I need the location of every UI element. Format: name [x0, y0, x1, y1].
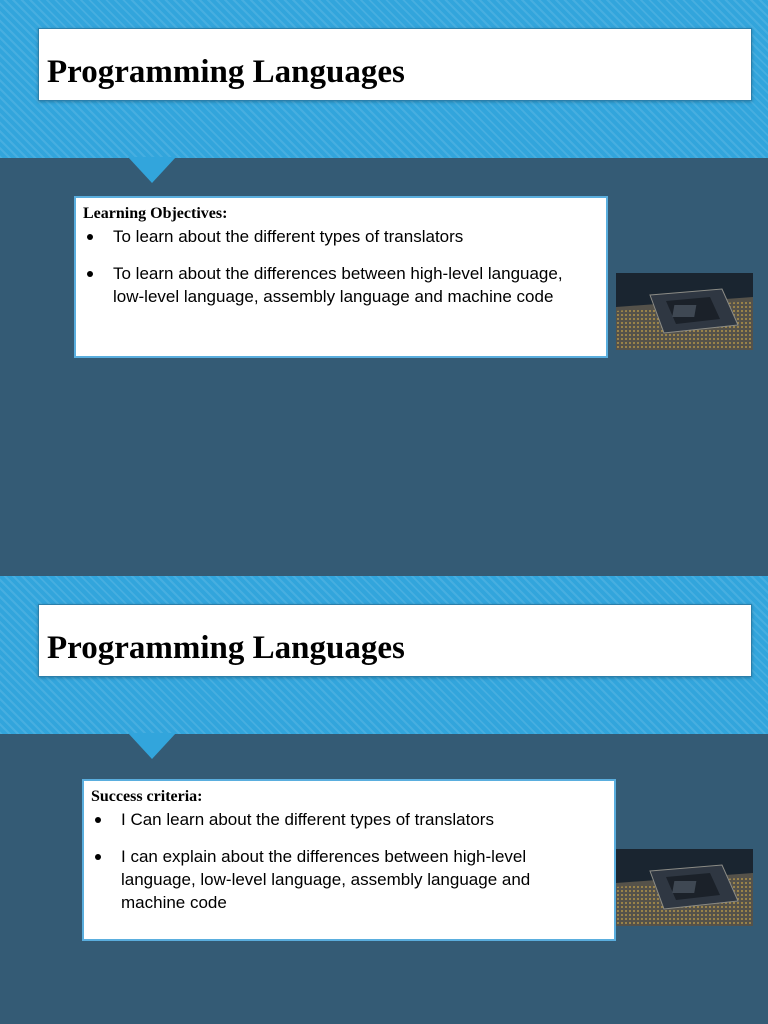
list-item-text: To learn about the differences between high-level language, low-level language, assembly language and machine code	[113, 264, 563, 306]
list-item-text: I can explain about the differences between high-level language, low-level language, assembly language and machine code	[121, 847, 531, 912]
slide-title: Programming Languages	[47, 54, 405, 90]
bullet-icon	[87, 234, 93, 240]
title-box	[38, 604, 752, 677]
list-item-text: I Can learn about the different types of translators	[121, 810, 494, 829]
title-box	[38, 28, 752, 101]
bullet-icon	[87, 271, 93, 277]
banner-notch	[128, 733, 176, 759]
objectives-list	[83, 225, 588, 322]
cpu-chip-photo	[616, 273, 753, 350]
list-item	[91, 845, 596, 914]
list-item-text: To learn about the different types of translators	[113, 227, 464, 246]
bullet-icon	[95, 817, 101, 823]
bullet-icon	[95, 854, 101, 860]
banner-notch	[128, 157, 176, 183]
slide-title: Programming Languages	[47, 630, 405, 666]
success-criteria-heading: Success criteria:	[91, 788, 203, 805]
slide-success-criteria	[0, 576, 768, 1024]
success-criteria-box	[82, 779, 616, 941]
list-item	[83, 262, 588, 308]
list-item	[91, 808, 596, 831]
cpu-chip-photo	[616, 849, 753, 926]
list-item	[83, 225, 588, 248]
objectives-heading: Learning Objectives:	[83, 205, 228, 222]
objectives-box	[74, 196, 608, 358]
success-criteria-list	[91, 808, 596, 928]
